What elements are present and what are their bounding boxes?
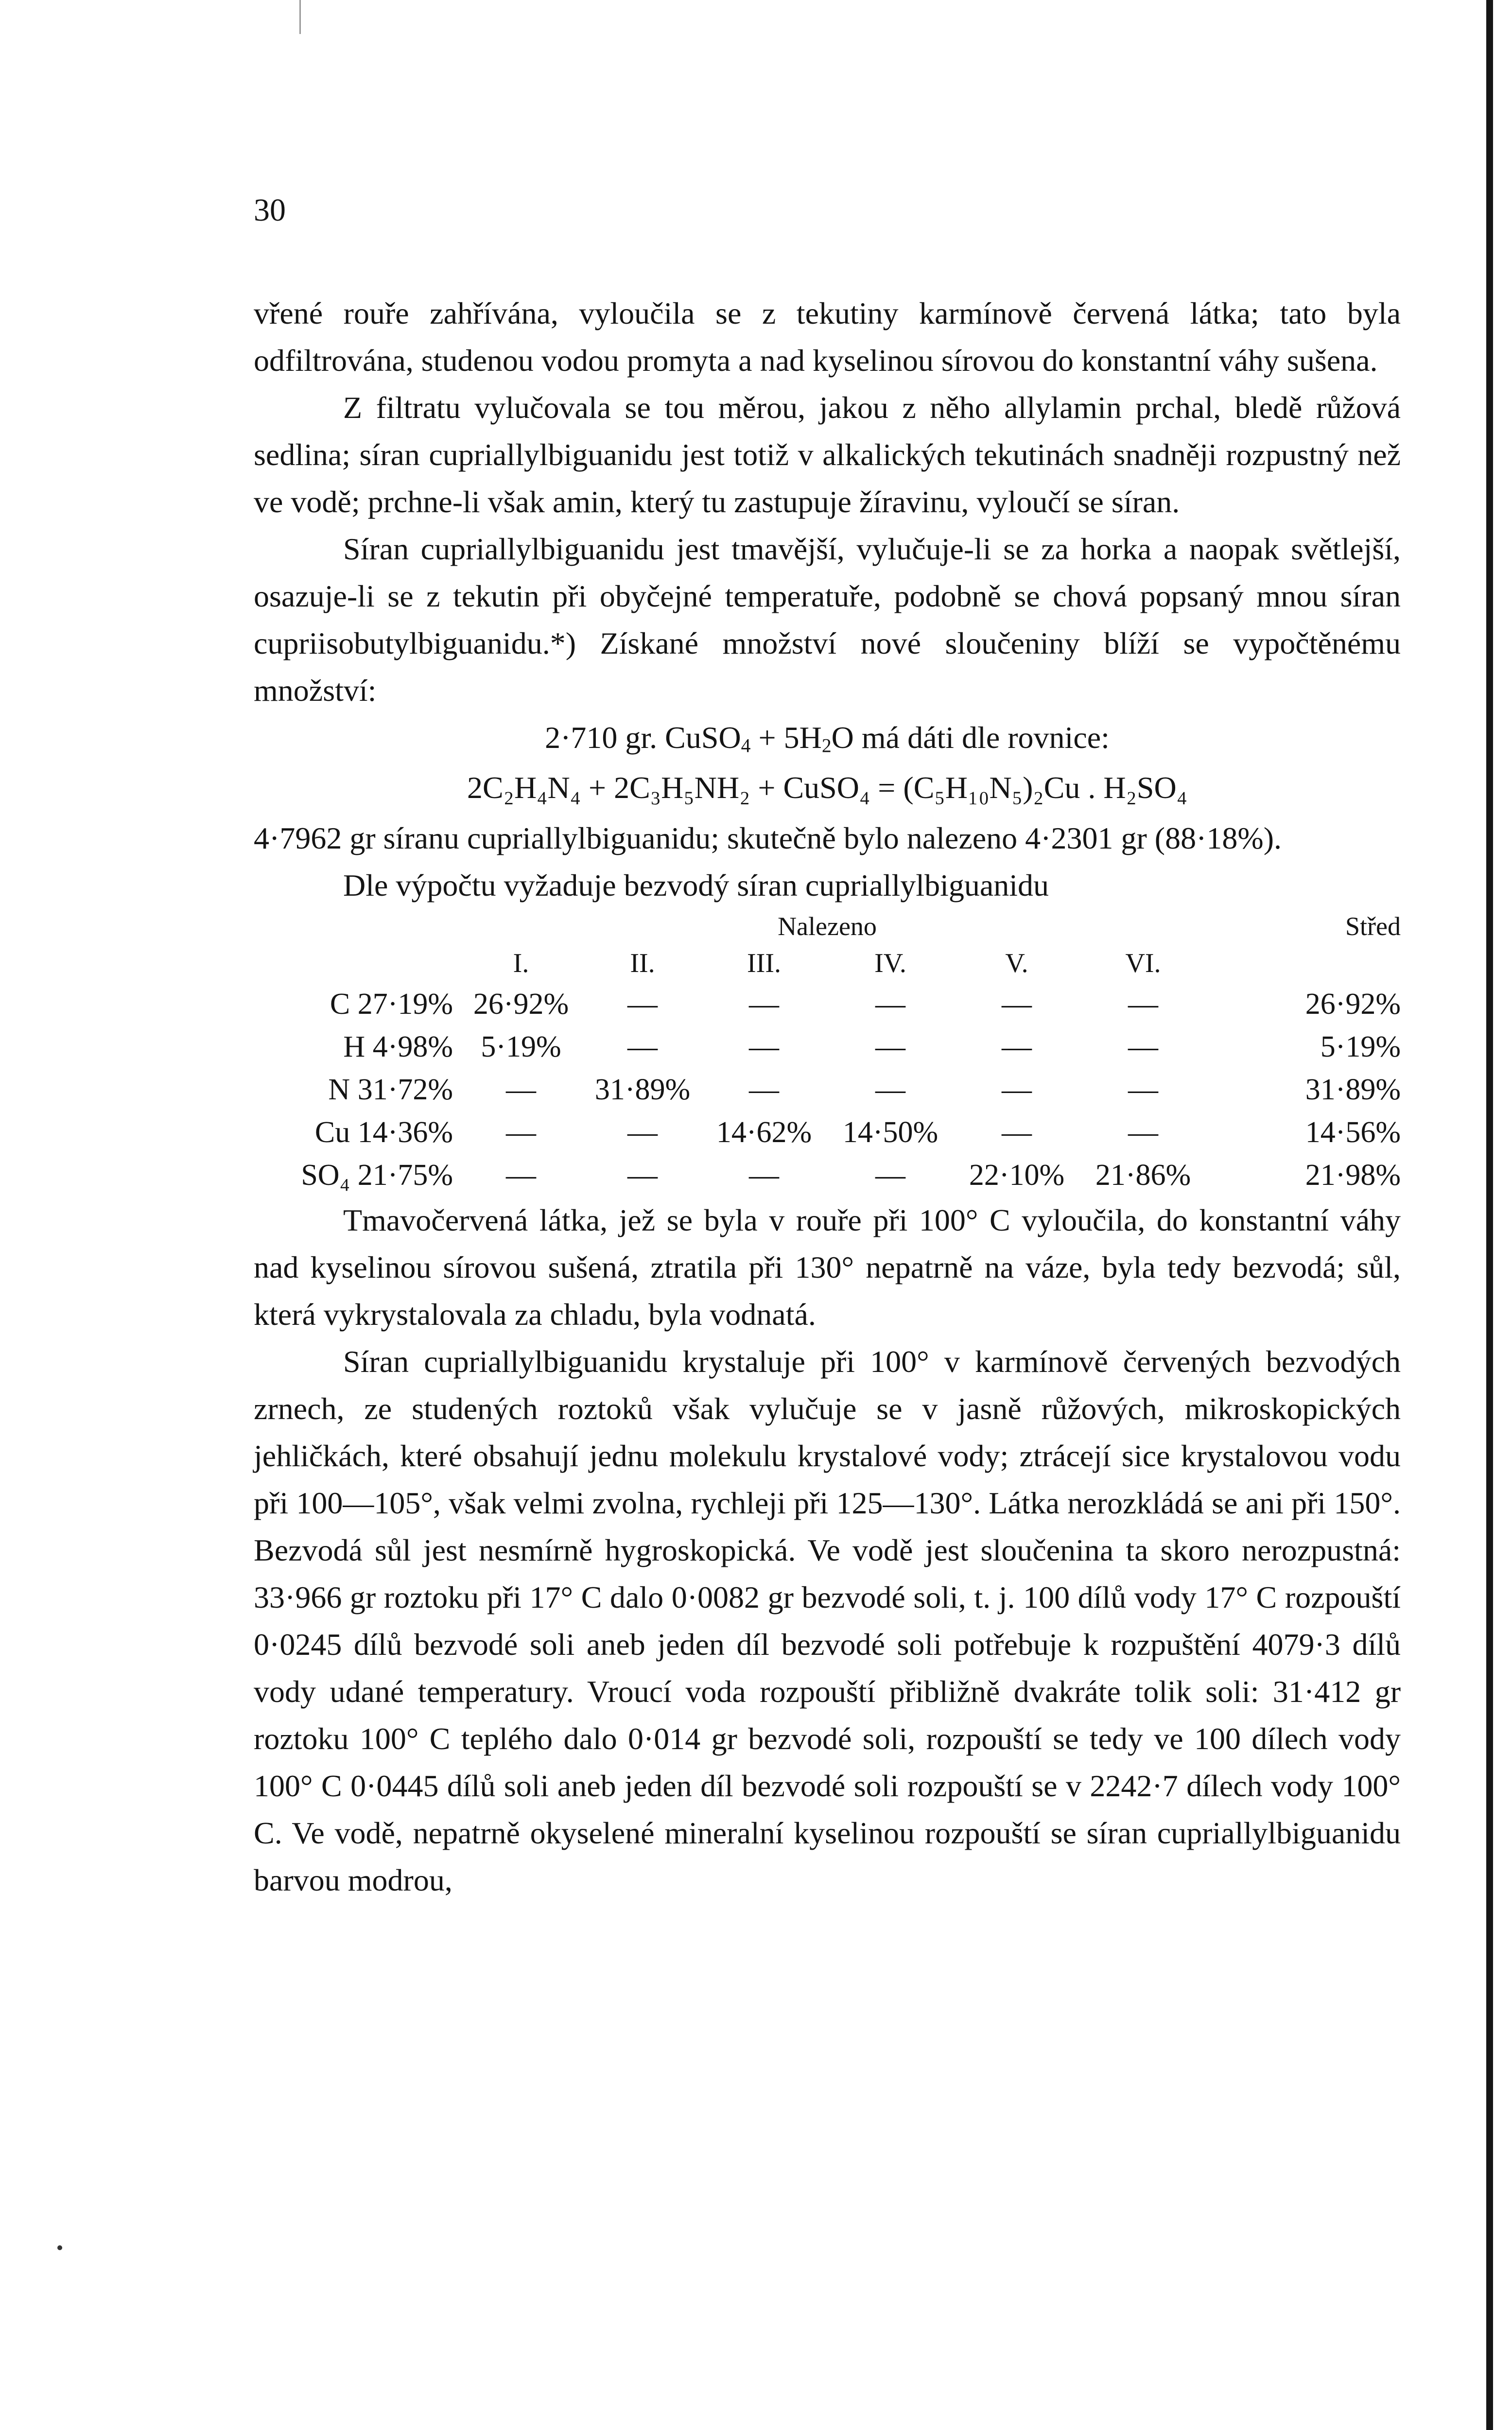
table-cell: — — [749, 1030, 779, 1063]
row-label — [254, 1154, 458, 1197]
calculated-value: 27·19% — [357, 988, 453, 1021]
table-cell: — — [627, 988, 658, 1021]
paragraph-6: Tmavočervená látka, jež se byla v rouře při 100° C vyloučila, do konstantní váhy nad kyselinou sírovou sušená, ztratila při 130° nepatrně na váze, byla tedy bezvodá; sůl, která vykrystalovala za chladu, byla vodnatá. — [254, 1203, 1401, 1332]
table-cell: — — [1002, 1030, 1032, 1063]
mean-value: 31·89% — [1305, 1073, 1401, 1106]
paragraph-4: 4·7962 gr síranu cupriallylbiguanidu; skutečně bylo nalezeno 4·2301 gr (88·18%). — [254, 821, 1282, 855]
mean-header: Střed — [1345, 912, 1401, 941]
row-label — [254, 983, 458, 1025]
paragraph-2: Z filtratu vylučovala se tou měrou, jakou z něho allylamin prchal, bledě růžová sedlina; síran cuprіallylbiguanidu jest totiž v alkalických tekutinách snadněji rozpustný než ve vodě; prchne-li však amin, který tu zastupuje žíravinu, vyloučí se síran. — [254, 390, 1401, 519]
table-cell: — — [875, 1030, 905, 1063]
paragraph-1: vřené rouře zahřívána, vyloučila se z tekutiny karmínově červená látka; tato byla odfiltrována, studenou vodou promyta a nad kyselinou sírovou do konstantní váhy sušena. — [254, 296, 1401, 378]
table-cell: — — [627, 1159, 658, 1192]
table-cell: 22·10% — [969, 1159, 1065, 1192]
table-header-found — [254, 909, 1401, 944]
formula-rest: má dáti dle rovnice: — [861, 720, 1110, 755]
table-header-runs — [254, 944, 1401, 983]
table-cell: — — [627, 1030, 658, 1063]
table-row — [254, 1068, 1401, 1111]
analysis-table — [254, 909, 1401, 1197]
formula-lead: 2·710 gr. — [545, 720, 658, 755]
body-text — [254, 290, 1401, 1904]
mean-value: 14·56% — [1305, 1116, 1401, 1149]
equation-rhs: (C₅H₁₀N₅)₂Cu . H₂SO₄ — [903, 770, 1188, 805]
row-label — [254, 1025, 458, 1068]
calculated-value: 21·75% — [357, 1159, 453, 1192]
table-cell: 5·19% — [481, 1030, 561, 1063]
run-header: IV. — [874, 948, 906, 978]
run-header: VI. — [1125, 948, 1161, 978]
table-cell: 14·50% — [842, 1116, 938, 1149]
table-row — [254, 983, 1401, 1025]
run-header: I. — [513, 948, 529, 978]
table-cell: 14·62% — [716, 1116, 812, 1149]
run-header: III. — [747, 948, 781, 978]
table-cell: — — [749, 1073, 779, 1106]
table-cell: — — [1128, 1116, 1158, 1149]
mean-value: 21·98% — [1305, 1159, 1401, 1192]
scan-speck — [57, 2245, 62, 2250]
table-cell: — — [749, 988, 779, 1021]
mean-value: 26·92% — [1305, 988, 1401, 1021]
table-cell: — — [506, 1116, 536, 1149]
table-cell: — — [1128, 988, 1158, 1021]
table-row — [254, 1111, 1401, 1154]
table-cell: — — [506, 1159, 536, 1192]
element-symbol: SO₄ — [301, 1159, 350, 1192]
table-cell: — — [749, 1159, 779, 1192]
table-cell: — — [1002, 1073, 1032, 1106]
element-symbol: H — [343, 1030, 365, 1063]
formula-line: 2·710 gr. CuSO$_4$ + $5H_2O$ má dáti dle rovnice: — [545, 720, 1110, 757]
table-cell: — — [875, 1159, 905, 1192]
row-label — [254, 1068, 458, 1111]
table-cell: 26·92% — [473, 988, 569, 1021]
table-row — [254, 1025, 1401, 1068]
paragraph-7: Síran cupriallylbiguanidu krystaluje při 100° v karmínově červených bezvodých zrnech, ze studených roztoků však vylučuje se v jasně růžových, mikroskopických jehličkách, které obsahují jednu molekulu krystalové vody; ztrácejí sice krystalovou vodu při 100—105°, však velmi zvolna, rychleji při 125—130°. Látka nerozkládá se ani při 150°. Bezvodá sůl jest nesmírně hygroskopická. Ve vodě jest sloučenina ta skoro nerozpustná: 33·966 gr roztoku při 17° C dalo 0·0082 gr bezvodé soli, t. j. 100 dílů vody 17° C rozpouští 0·0245 dílů bezvodé soli aneb jeden díl bezvodé soli potřebuje k rozpuštění 4079·3 dílů vody udané temperatury. Vroucí voda rozpouští přibližně dvakráte tolik soli: 31·412 gr roztoku 100° C teplého dalo 0·014 gr bezvodé soli, rozpouští se tedy ve 100 dílech vody 100° C 0·0445 dílů soli aneb jeden díl bezvodé soli rozpouští se v 2242·7 dílech vody 100° C. Ve vodě, nepatrně okyselené mineralní kyselinou rozpouští se síran cupriallylbiguanidu barvou modrou, — [254, 1344, 1401, 1897]
equation-lhs: 2C₂H₄N₄ + 2C₃H₅NH₂ + CuSO₄ — [467, 770, 870, 805]
table-cell: — — [875, 988, 905, 1021]
table-row — [254, 1154, 1401, 1197]
found-header: Nalezeno — [778, 912, 877, 941]
reaction-equation — [254, 761, 1401, 815]
element-symbol: C — [330, 988, 350, 1021]
row-label — [254, 1111, 458, 1154]
scan-artifact-line — [299, 0, 301, 34]
table-cell: — — [1002, 988, 1032, 1021]
table-cell: 21·86% — [1095, 1159, 1191, 1192]
calculated-value: 4·98% — [372, 1030, 453, 1063]
table-cell: — — [627, 1116, 658, 1149]
run-header: II. — [630, 948, 655, 978]
table-cell: — — [1002, 1116, 1032, 1149]
table-cell: — — [1128, 1030, 1158, 1063]
paragraph-5: Dle výpočtu vyžaduje bezvodý síran cupriallylbiguanidu — [343, 868, 1049, 903]
equation-equals: = — [878, 770, 896, 805]
run-header: V. — [1005, 948, 1028, 978]
table-cell: — — [1128, 1073, 1158, 1106]
table-cell: — — [506, 1073, 536, 1106]
table-cell: — — [875, 1073, 905, 1106]
page-number: 30 — [254, 192, 286, 228]
calculated-value: 31·72% — [357, 1073, 453, 1106]
table-cell: 31·89% — [594, 1073, 691, 1106]
element-symbol: N — [328, 1073, 350, 1106]
mean-value: 5·19% — [1320, 1030, 1401, 1063]
element-symbol: Cu — [314, 1116, 350, 1149]
paragraph-3: Síran cupriallylbiguanidu jest tmavější, vylučuje-li se za horka a naopak světlejší, osazuje-li se z tekutin při obyčejné temperatuře, podobně se chová popsaný mnou síran cupriisobutylbiguanidu.*) Získané množství nové sloučeniny blíží se vypočtěnému množství: — [254, 532, 1401, 708]
calculated-value: 14·36% — [357, 1116, 453, 1149]
